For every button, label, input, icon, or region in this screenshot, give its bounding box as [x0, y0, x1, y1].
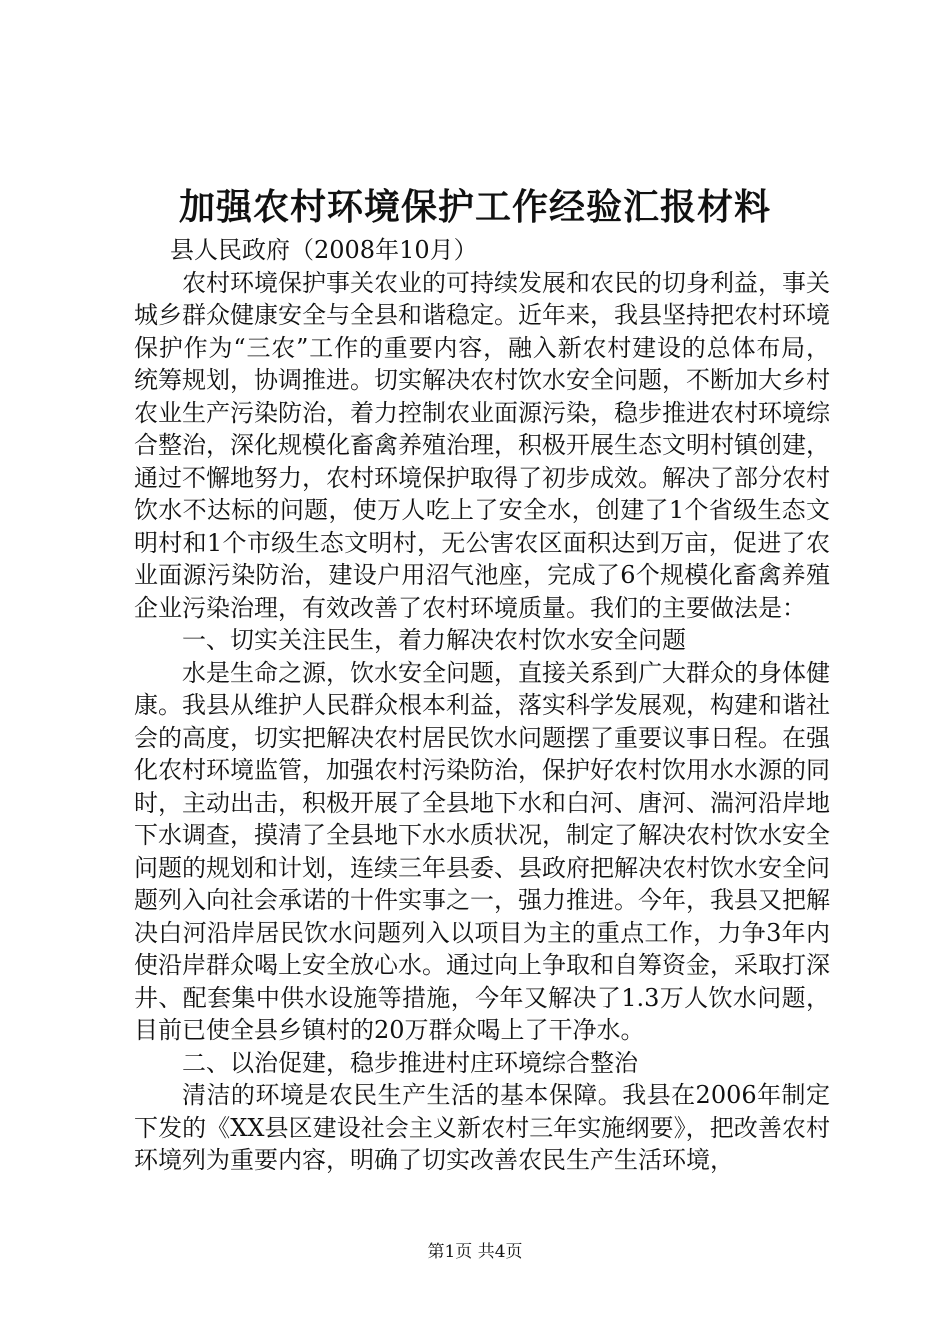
section-1-paragraph: 水是生命之源，饮水安全问题，直接关系到广大群众的身体健康。我县从维护人民群众根本利益，落实科学发展观，构建和谐社会的高度，切实把解决农村居民饮水问题摆了重要议事日程。在强化农村环境监管，加强农村污染防治，保护好农村饮用水水源的同时，主动出击，积极开展了全县地下水和白河、唐河、湍河沿岸地下水调查，摸清了全县地下水水质状况，制定了解决农村饮水安全问题的规划和计划，连续三年县委、县政府把解决农村饮水安全问题列入向社会承诺的十件实事之一，强力推进。今年，我县又把解决白河沿岸居民饮水问题列入以项目为主的重点工作，力争3年内使沿岸群众喝上安全放心水。通过向上争取和自筹资金，采取打深井、配套集中供水设施等措施，今年又解决了1.3万人饮水问题，目前已使全县乡镇村的20万群众喝上了干净水。	[134, 658, 830, 1044]
page-number-footer: 第1页 共4页	[427, 1242, 523, 1262]
section-heading-1: 一、切实关注民生，着力解决农村饮水安全问题	[182, 626, 686, 654]
document-body	[134, 234, 830, 1177]
intro-paragraph: 农村环境保护事关农业的可持续发展和农民的切身利益，事关城乡群众健康安全与全县和谐稳定。近年来，我县坚持把农村环境保护作为“三农”工作的重要内容，融入新农村建设的总体布局，统筹规划，协调推进。切实解决农村饮水安全问题，不断加大乡村农业生产污染防治，着力控制农业面源污染，稳步推进农村环境综合整治，深化规模化畜禽养殖治理，积极开展生态文明村镇创建，通过不懈地努力，农村环境保护取得了初步成效。解决了部分农村饮水不达标的问题，使万人吃上了安全水，创建了1个省级生态文明村和1个市级生态文明村，无公害农区面积达到万亩，促进了农业面源污染防治，建设户用沼气池座，完成了6个规模化畜禽养殖企业污染治理，有效改善了农村环境质量。我们的主要做法是：	[134, 268, 830, 622]
section-2-paragraph: 清洁的环境是农民生产生活的基本保障。我县在2006年制定下发的《XX县区建设社会主义新农村三年实施纲要》，把改善农村环境列为重要内容，明确了切实改善农民生产生活环境，	[134, 1081, 830, 1174]
document-title: 加强农村环境保护工作经验汇报材料	[178, 186, 771, 228]
author-date-line: 县人民政府（2008年10月）	[170, 236, 478, 264]
section-heading-2: 二、以治促建，稳步推进村庄环境综合整治	[182, 1048, 638, 1077]
